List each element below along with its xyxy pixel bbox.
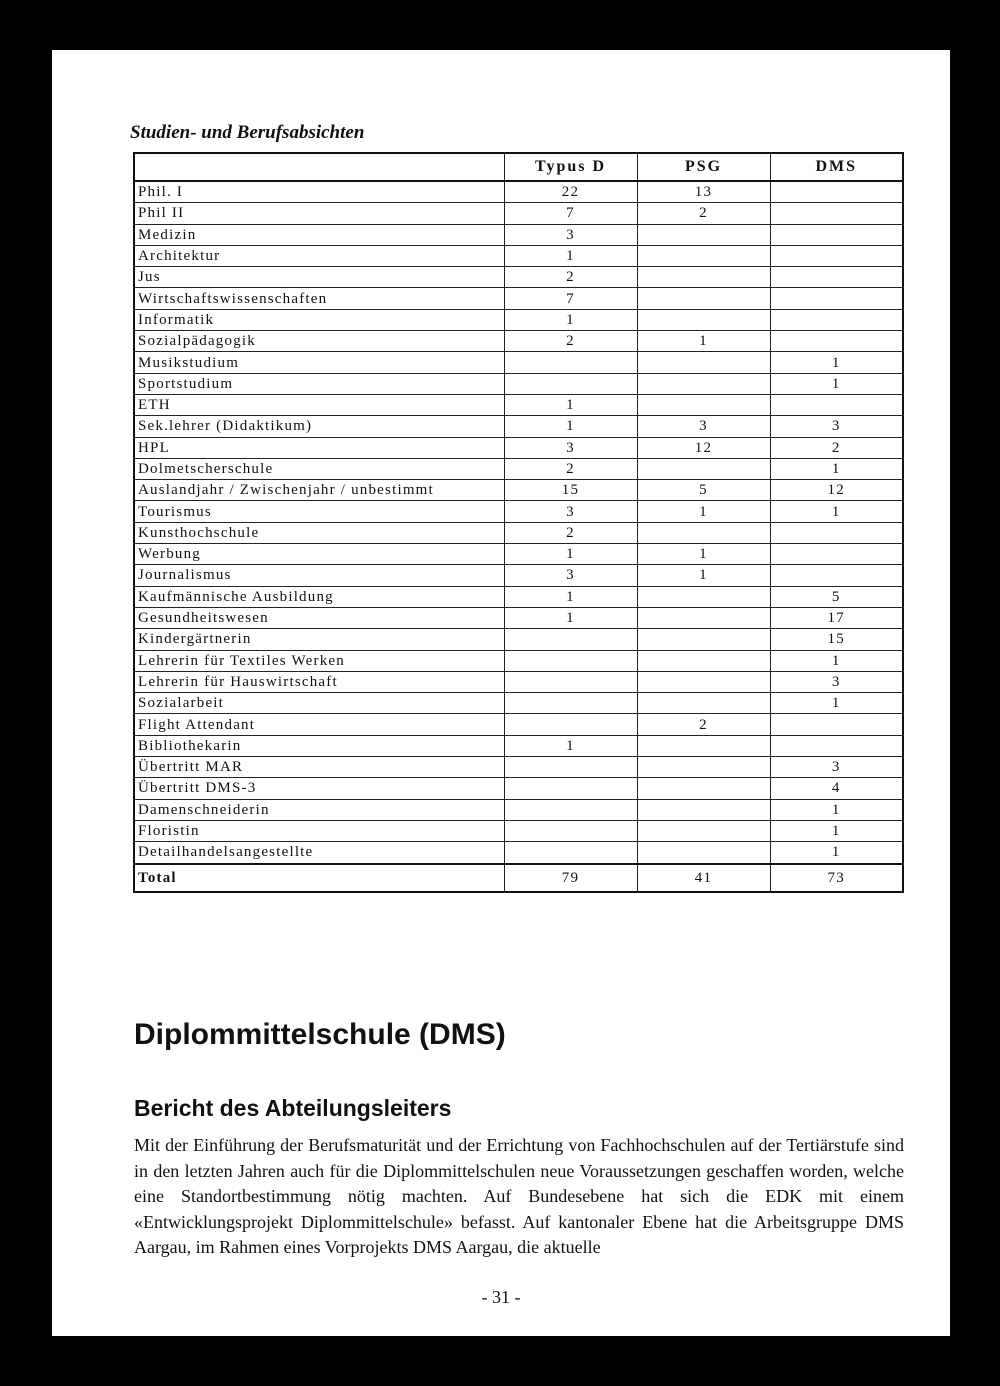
- table-row: [134, 373, 903, 394]
- cell-psg: [637, 309, 770, 330]
- cell-psg: [637, 820, 770, 841]
- cell-psg: [637, 224, 770, 245]
- cell-label: Musikstudium: [134, 352, 504, 373]
- cell-label: Kaufmännische Ausbildung: [134, 586, 504, 607]
- total-psg: 41: [637, 864, 770, 892]
- cell-label: ETH: [134, 394, 504, 415]
- total-dms: 73: [770, 864, 903, 892]
- cell-typus-d: 1: [504, 586, 637, 607]
- cell-psg: [637, 650, 770, 671]
- cell-dms: [770, 245, 903, 266]
- cell-psg: [637, 288, 770, 309]
- cell-dms: [770, 288, 903, 309]
- table-row: [134, 671, 903, 692]
- column-header-blank: [134, 153, 504, 181]
- cell-dms: 15: [770, 629, 903, 650]
- cell-psg: 3: [637, 416, 770, 437]
- cell-label: Sportstudium: [134, 373, 504, 394]
- cell-label: Lehrerin für Hauswirtschaft: [134, 671, 504, 692]
- total-typus-d: 79: [504, 864, 637, 892]
- cell-psg: 5: [637, 480, 770, 501]
- cell-typus-d: [504, 629, 637, 650]
- cell-typus-d: [504, 799, 637, 820]
- cell-psg: [637, 757, 770, 778]
- cell-label: Auslandjahr / Zwischenjahr / unbestimmt: [134, 480, 504, 501]
- table-row: [134, 586, 903, 607]
- body-paragraph: Mit der Einführung der Berufsmaturität und der Errichtung von Fachhochschulen auf der Tertiärstufe sind in den letzten Jahren auch für die Diplommittelschulen neue Voraussetzungen geschaffen worden, welche eine Standortbestimmung nötig machten. Auf Bundesebene hat sich die EDK mit einem «Entwicklungsprojekt Diplommittelschule» befasst. Auf kantonaler Ebene hat die Arbeitsgruppe DMS Aargau, im Rahmen eines Vorprojekts DMS Aargau, die aktuelle: [134, 1135, 904, 1257]
- column-header-dms: DMS: [770, 153, 903, 181]
- cell-psg: [637, 522, 770, 543]
- total-label: Total: [134, 864, 504, 892]
- table-row: [134, 820, 903, 841]
- cell-dms: 2: [770, 437, 903, 458]
- cell-typus-d: 1: [504, 607, 637, 628]
- cell-dms: 1: [770, 501, 903, 522]
- cell-dms: 1: [770, 373, 903, 394]
- cell-typus-d: [504, 650, 637, 671]
- cell-typus-d: 3: [504, 501, 637, 522]
- table-row: [134, 245, 903, 266]
- table-row: [134, 714, 903, 735]
- table-row: [134, 842, 903, 864]
- cell-dms: 5: [770, 586, 903, 607]
- cell-typus-d: [504, 778, 637, 799]
- table-body: [134, 181, 903, 864]
- cell-dms: 3: [770, 757, 903, 778]
- table-row: [134, 224, 903, 245]
- table-row: [134, 181, 903, 203]
- cell-typus-d: 7: [504, 203, 637, 224]
- cell-label: Architektur: [134, 245, 504, 266]
- cell-dms: [770, 714, 903, 735]
- column-header-typus-d: Typus D: [504, 153, 637, 181]
- table-row: [134, 458, 903, 479]
- cell-label: HPL: [134, 437, 504, 458]
- cell-typus-d: 1: [504, 735, 637, 756]
- cell-dms: [770, 735, 903, 756]
- table-row: [134, 267, 903, 288]
- cell-psg: [637, 778, 770, 799]
- cell-label: Phil II: [134, 203, 504, 224]
- cell-label: Flight Attendant: [134, 714, 504, 735]
- cell-label: Sozialarbeit: [134, 693, 504, 714]
- cell-label: Informatik: [134, 309, 504, 330]
- cell-psg: [637, 842, 770, 864]
- table-row: [134, 565, 903, 586]
- cell-dms: [770, 203, 903, 224]
- cell-typus-d: [504, 352, 637, 373]
- cell-typus-d: 7: [504, 288, 637, 309]
- cell-psg: [637, 458, 770, 479]
- table-row: [134, 394, 903, 415]
- cell-label: Übertritt MAR: [134, 757, 504, 778]
- cell-dms: [770, 331, 903, 352]
- table-row: [134, 778, 903, 799]
- cell-dms: 1: [770, 650, 903, 671]
- cell-psg: [637, 629, 770, 650]
- cell-label: Dolmetscherschule: [134, 458, 504, 479]
- cell-psg: [637, 735, 770, 756]
- cell-typus-d: [504, 373, 637, 394]
- cell-dms: 1: [770, 799, 903, 820]
- cell-psg: [637, 352, 770, 373]
- cell-typus-d: 3: [504, 437, 637, 458]
- sub-heading: Bericht des Abteilungsleiters: [134, 1095, 452, 1121]
- cell-psg: [637, 373, 770, 394]
- cell-psg: [637, 394, 770, 415]
- cell-label: Detailhandelsangestellte: [134, 842, 504, 864]
- cell-dms: 12: [770, 480, 903, 501]
- cell-psg: [637, 267, 770, 288]
- table-row: [134, 416, 903, 437]
- cell-psg: [637, 586, 770, 607]
- cell-dms: 3: [770, 671, 903, 692]
- cell-dms: [770, 544, 903, 565]
- cell-label: Damenschneiderin: [134, 799, 504, 820]
- cell-label: Journalismus: [134, 565, 504, 586]
- cell-typus-d: [504, 757, 637, 778]
- table-row: [134, 693, 903, 714]
- cell-label: Sek.lehrer (Didaktikum): [134, 416, 504, 437]
- table-row: [134, 757, 903, 778]
- cell-psg: 2: [637, 203, 770, 224]
- cell-typus-d: [504, 693, 637, 714]
- cell-label: Kunsthochschule: [134, 522, 504, 543]
- cell-dms: [770, 394, 903, 415]
- cell-dms: 3: [770, 416, 903, 437]
- cell-typus-d: 1: [504, 245, 637, 266]
- cell-psg: 1: [637, 544, 770, 565]
- cell-typus-d: 2: [504, 522, 637, 543]
- cell-psg: [637, 693, 770, 714]
- cell-label: Lehrerin für Textiles Werken: [134, 650, 504, 671]
- section-title: Studien- und Berufsabsichten: [130, 122, 365, 143]
- cell-typus-d: 2: [504, 458, 637, 479]
- table-row: [134, 799, 903, 820]
- table-total-row: [134, 864, 903, 892]
- cell-label: Gesundheitswesen: [134, 607, 504, 628]
- cell-typus-d: [504, 820, 637, 841]
- cell-dms: 1: [770, 693, 903, 714]
- table-row: [134, 437, 903, 458]
- document-page: [52, 50, 950, 1336]
- cell-typus-d: 1: [504, 544, 637, 565]
- cell-typus-d: 22: [504, 181, 637, 203]
- column-header-psg: PSG: [637, 153, 770, 181]
- cell-psg: 13: [637, 181, 770, 203]
- table-row: [134, 607, 903, 628]
- cell-dms: [770, 522, 903, 543]
- cell-psg: [637, 799, 770, 820]
- cell-label: Werbung: [134, 544, 504, 565]
- cell-psg: 1: [637, 501, 770, 522]
- cell-label: Jus: [134, 267, 504, 288]
- page-number: - 31 -: [481, 1287, 521, 1307]
- cell-psg: [637, 607, 770, 628]
- cell-label: Sozialpädagogik: [134, 331, 504, 352]
- cell-dms: 1: [770, 352, 903, 373]
- cell-dms: 4: [770, 778, 903, 799]
- cell-typus-d: [504, 714, 637, 735]
- cell-psg: [637, 671, 770, 692]
- cell-typus-d: 3: [504, 224, 637, 245]
- cell-typus-d: 1: [504, 394, 637, 415]
- cell-typus-d: [504, 671, 637, 692]
- table-row: [134, 735, 903, 756]
- table-row: [134, 522, 903, 543]
- cell-typus-d: 2: [504, 267, 637, 288]
- cell-psg: 1: [637, 565, 770, 586]
- table-row: [134, 203, 903, 224]
- cell-label: Medizin: [134, 224, 504, 245]
- cell-label: Tourismus: [134, 501, 504, 522]
- cell-typus-d: 2: [504, 331, 637, 352]
- cell-label: Kindergärtnerin: [134, 629, 504, 650]
- table-row: [134, 501, 903, 522]
- table-row: [134, 331, 903, 352]
- cell-typus-d: [504, 842, 637, 864]
- table-header-row: [134, 153, 903, 181]
- main-heading: Diplommittelschule (DMS): [134, 1018, 506, 1051]
- cell-dms: 17: [770, 607, 903, 628]
- cell-label: Bibliothekarin: [134, 735, 504, 756]
- table-row: [134, 650, 903, 671]
- cell-typus-d: 1: [504, 309, 637, 330]
- cell-dms: 1: [770, 458, 903, 479]
- cell-psg: 2: [637, 714, 770, 735]
- cell-label: Floristin: [134, 820, 504, 841]
- cell-typus-d: 15: [504, 480, 637, 501]
- cell-typus-d: 1: [504, 416, 637, 437]
- table-row: [134, 629, 903, 650]
- table-row: [134, 544, 903, 565]
- cell-dms: [770, 224, 903, 245]
- cell-label: Phil. I: [134, 181, 504, 203]
- study-career-table: [133, 152, 904, 893]
- cell-psg: 12: [637, 437, 770, 458]
- table-row: [134, 480, 903, 501]
- cell-dms: [770, 267, 903, 288]
- cell-label: Wirtschaftswissenschaften: [134, 288, 504, 309]
- table-row: [134, 288, 903, 309]
- cell-dms: 1: [770, 820, 903, 841]
- cell-dms: [770, 565, 903, 586]
- table-row: [134, 352, 903, 373]
- cell-psg: 1: [637, 331, 770, 352]
- cell-psg: [637, 245, 770, 266]
- cell-typus-d: 3: [504, 565, 637, 586]
- cell-dms: [770, 181, 903, 203]
- cell-label: Übertritt DMS-3: [134, 778, 504, 799]
- cell-dms: 1: [770, 842, 903, 864]
- cell-dms: [770, 309, 903, 330]
- table-row: [134, 309, 903, 330]
